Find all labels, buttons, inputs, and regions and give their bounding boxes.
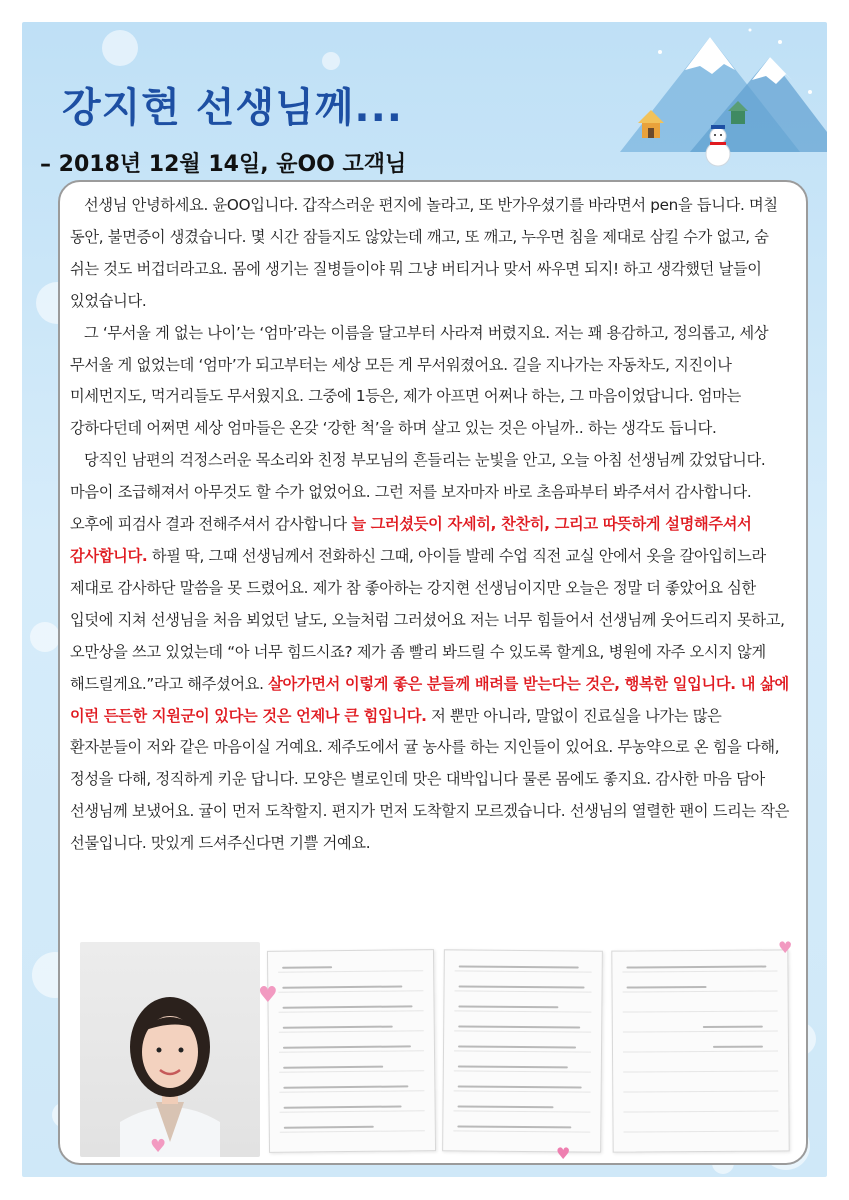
heart-icon: ♥ [556, 1144, 571, 1163]
letter-text: 당직인 남편의 걱정스러운 목소리와 친정 부모님의 흔들리는 눈빛을 안고, 오늘 아침 선생님께 갔었답니다. 마음이 조급해져서 아무것도 할 수가 없었어요. 그런 저를 보자마자 바로 초음파부터 봐주셔서 감사합니다. 오후에 피검사 결과 전해주셔서 감사합니다 [70, 451, 766, 534]
handwritten-letter-page-3 [611, 949, 789, 1152]
letter-text: 하필 딱, 그때 선생님께서 전화하신 그때, 아이들 발레 수업 직전 교실 안에서 옷을 갈아입히느라 제대로 감사하단 말씀을 못 드렸어요. 제가 참 좋아하는 강지현 선생님이지만 오늘은 정말 더 좋았어요 심한 입덧에 지쳐 선생님을 처음 뵈었던 날도, 오늘처럼 그러셨어요 저는 너무 힘들어서 선생님께 웃어드리지 못하고, 오만상을 쓰고 있었는데 “아 너무 힘드시죠? 제가 좀 빨리 봐드릴 수 있도록 할게요, 병원에 자주 오시지 않게 해드릴게요.”라고 해주셨어요. [70, 546, 785, 693]
letter-paragraph: 선생님 안녕하세요. 윤OO입니다. 갑작스러운 편지에 놀라고, 또 반가우셨기를 바라면서 pen을 듭니다. 며칠 동안, 불면증이 생겼습니다. 몇 시간 잠들지도 않았는데 깨고, 또 깨고, 누우면 침을 제대로 삼킬 수가 없고, 숨 쉬는 것도 버겁더라고요. 몸에 생기는 질병들이야 뭐 그냥 버티거나 맞서 싸우면 되지! 하고 생각했던 날들이 있었습니다. [70, 196, 778, 310]
heart-icon: ♥ [778, 938, 793, 957]
highlight-text: 살아가면서 이렇게 좋은 분들께 배려를 받는다는 것은, 행복한 일입니다. 내 삶에 이런 든든한 지원군이 있다는 것은 언제나 큰 힘입니다. [70, 674, 789, 725]
letter-text: 저 뿐만 아니라, 말없이 진료실을 나가는 많은 환자분들이 저와 같은 마음이실 거예요. 제주도에서 귤 농사를 하는 지인들이 있어요. 무농약으로 온 힘을 다해, 정성을 다해, 정직하게 키운 답니다. 모양은 별로인데 맛은 대박입니다 물론 몸에도 좋지요. 감사한 마음 담아 선생님께 보냈어요. 귤이 먼저 도착할지. 편지가 먼저 도착할지 모르겠습니다. 선생님의 열렬한 팬이 드리는 작은 선물입니다. 맛있게 드셔주신다면 기쁠 거예요. [70, 706, 790, 853]
letter-paragraph: 그 ‘무서울 게 없는 나이’는 ‘엄마’라는 이름을 달고부터 사라져 버렸지요. 저는 꽤 용감하고, 정의롭고, 세상 무서울 게 없었는데 ‘엄마’가 되고부터는 세상 모든 게 무서워졌어요. 길을 지나가는 자동차도, 지진이나 미세먼지도, 먹거리들도 무서웠지요. 그중에 1등은, 제가 아프면 어쩌나 하는, 그 마음이었답니다. 엄마는 강하다던데 어쩌면 세상 엄마들은 온갖 ‘강한 척’을 하며 살고 있는 것은 아닐까.. 하는 생각도 듭니다. [70, 323, 769, 438]
page-title: 강지현 선생님께... [62, 85, 403, 131]
bubble-decoration [102, 30, 138, 66]
bubble-decoration [322, 52, 340, 70]
handwritten-letter-page-2 [442, 949, 603, 1152]
letter-paragraph [70, 445, 796, 860]
highlight-text: 늘 그러셨듯이 자세히, 찬찬히, 그리고 따뜻하게 설명해주셔서 감사합니다. [70, 515, 752, 565]
letter-date-author: – 2018년 12월 14일, 윤OO 고객님 [40, 152, 407, 177]
heart-icon: ♥ [258, 983, 278, 1008]
heart-icon: ♥ [150, 1136, 167, 1157]
doctor-portrait-icon [80, 942, 260, 1157]
snow-mountain-icon [600, 22, 827, 172]
bubble-decoration [30, 622, 60, 652]
handwritten-letter-page-1 [267, 949, 436, 1153]
doctor-photo [80, 942, 260, 1157]
letter-body [70, 190, 796, 860]
